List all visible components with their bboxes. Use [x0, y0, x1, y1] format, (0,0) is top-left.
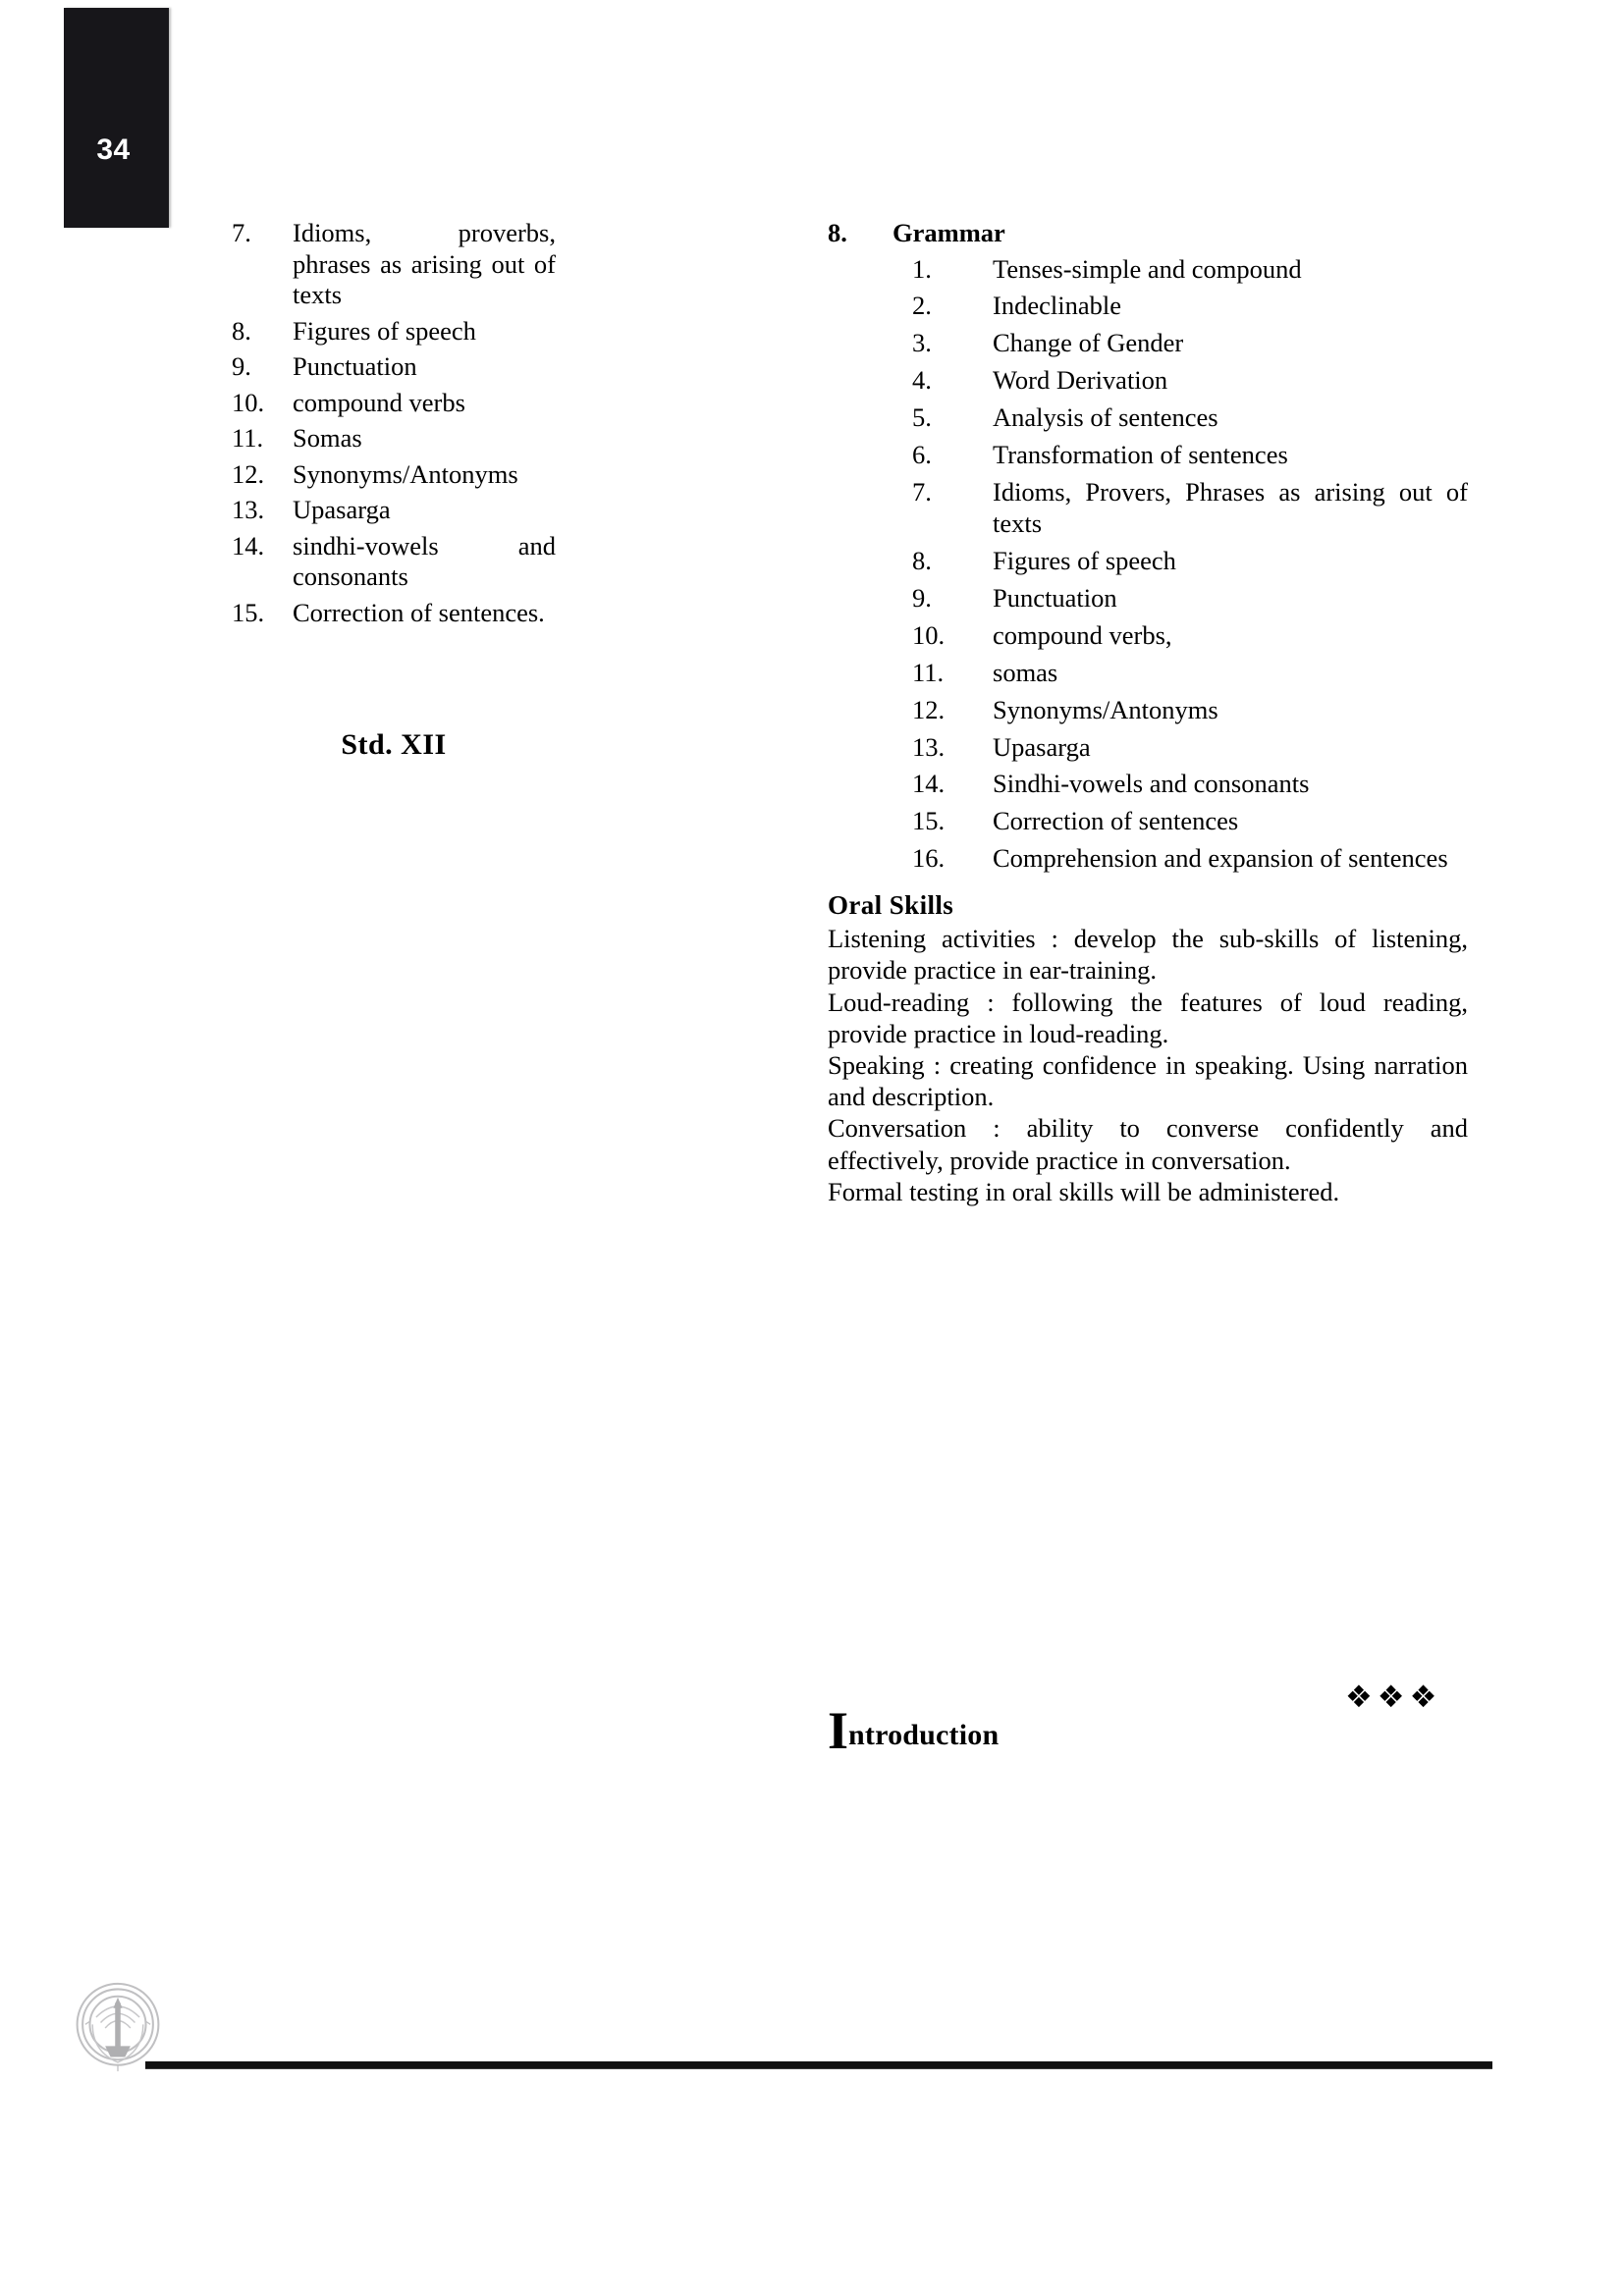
list-item [828, 695, 1468, 726]
list-item-number: 11. [232, 423, 264, 454]
list-item-text: Transformation of sentences [993, 440, 1288, 470]
list-item-number: 14. [912, 769, 946, 799]
list-item [828, 620, 1468, 652]
list-item [828, 546, 1468, 577]
std-xii-heading: Std. XII [341, 728, 447, 761]
footer-divider [145, 2061, 1492, 2069]
list-item-text: Change of Gender [993, 328, 1184, 358]
list-item [828, 402, 1468, 434]
list-item [232, 598, 556, 629]
grammar-section-number: 8. [828, 218, 847, 247]
list-item-text: Synonyms/Antonyms [293, 458, 518, 489]
oral-skills-paragraph: Speaking : creating confidence in speaking. Using narration and description. [828, 1049, 1468, 1112]
list-item-text: somas [993, 657, 1058, 687]
list-item-number: 11. [912, 657, 945, 687]
oral-skills-paragraph: Formal testing in oral skills will be administered. [828, 1176, 1340, 1206]
left-column [232, 218, 556, 633]
list-item-number: 15. [232, 597, 265, 627]
list-item-text: Idioms, proverbs, phrases as arising out of texts [293, 218, 556, 310]
list-item-number: 16. [912, 843, 946, 874]
list-item-number: 3. [912, 328, 932, 358]
oral-skills-heading: Oral Skills [828, 890, 954, 921]
list-item [828, 583, 1468, 614]
list-item-text: Indeclinable [993, 291, 1121, 321]
list-item-text: Figures of speech [293, 315, 476, 346]
list-item [828, 291, 1468, 322]
grammar-section-title: Grammar [893, 218, 1005, 247]
list-item [828, 477, 1468, 540]
oral-skills-paragraph: Conversation : ability to converse confidently and effectively, provide practice in conversation. [828, 1113, 1468, 1175]
list-item-text: Idioms, Provers, Phrases as arising out of texts [993, 477, 1468, 538]
list-item-number: 10. [912, 619, 946, 650]
list-item-number: 9. [232, 351, 251, 382]
list-item-text: Figures of speech [993, 545, 1176, 575]
introduction-dropcap: I [828, 1701, 849, 1760]
list-item-number: 5. [912, 402, 932, 433]
list-item-text: compound verbs, [993, 619, 1172, 650]
list-item [232, 495, 556, 526]
list-item [828, 440, 1468, 471]
right-column [828, 218, 1468, 1207]
list-item-number: 10. [232, 387, 265, 417]
introduction-heading [828, 1701, 1000, 1760]
list-item-text: Correction of sentences [993, 806, 1239, 836]
list-item-number: 13. [232, 495, 265, 525]
list-item-number: 9. [912, 582, 932, 613]
list-item [828, 769, 1468, 800]
list-item-text: Sindhi-vowels and consonants [993, 769, 1310, 799]
grammar-section-heading [828, 218, 1468, 249]
grammar-sublist [828, 254, 1468, 876]
list-item-text: compound verbs [293, 387, 465, 417]
list-item-text: Analysis of sentences [993, 402, 1218, 433]
list-item [232, 423, 556, 454]
list-item [828, 365, 1468, 397]
list-item [232, 388, 556, 419]
list-item-text: sindhi-vowels and consonants [293, 530, 556, 592]
list-item-number: 2. [912, 291, 932, 321]
list-item-number: 6. [912, 440, 932, 470]
list-item-number: 14. [232, 530, 265, 561]
oral-skills-paragraph: Loud-reading : following the features of loud reading, provide practice in loud-reading. [828, 987, 1468, 1048]
list-item-text: Word Derivation [993, 365, 1168, 396]
list-item-text: Correction of sentences. [293, 597, 545, 627]
list-item-text: Comprehension and expansion of sentences [993, 843, 1448, 874]
list-item-number: 8. [232, 315, 251, 346]
page-number: 34 [96, 133, 131, 166]
list-item [828, 658, 1468, 689]
list-item-number: 1. [912, 253, 932, 284]
list-item [232, 531, 556, 593]
list-item-text: Upasarga [293, 495, 391, 525]
list-item-number: 7. [912, 477, 932, 507]
list-item-text: Synonyms/Antonyms [993, 694, 1218, 724]
page-number-tab [64, 8, 169, 228]
list-item-number: 12. [912, 694, 946, 724]
introduction-rest: ntroduction [848, 1719, 1000, 1751]
list-item [828, 806, 1468, 837]
list-item-number: 8. [912, 545, 932, 575]
list-item-number: 12. [232, 458, 265, 489]
list-item [828, 843, 1468, 875]
list-item [828, 254, 1468, 286]
oral-skills-paragraph: Listening activities : develop the sub-skills of listening, provide practice in ear-training. [828, 924, 1468, 986]
list-item-number: 13. [912, 731, 946, 762]
list-item-text: Punctuation [993, 582, 1117, 613]
list-item [232, 218, 556, 311]
list-item-text: Punctuation [293, 351, 417, 382]
list-item-number: 4. [912, 365, 932, 396]
list-item [232, 316, 556, 347]
list-item [232, 459, 556, 491]
diamond-ornament-icon: ❖❖❖ [1345, 1680, 1442, 1715]
list-item-text: Upasarga [993, 731, 1091, 762]
list-item-number: 7. [232, 218, 251, 247]
list-item-text: Tenses-simple and compound [993, 253, 1302, 284]
list-item-text: Somas [293, 423, 362, 454]
list-item-number: 15. [912, 806, 946, 836]
list-item [232, 351, 556, 383]
list-item [828, 732, 1468, 764]
list-item [828, 328, 1468, 359]
